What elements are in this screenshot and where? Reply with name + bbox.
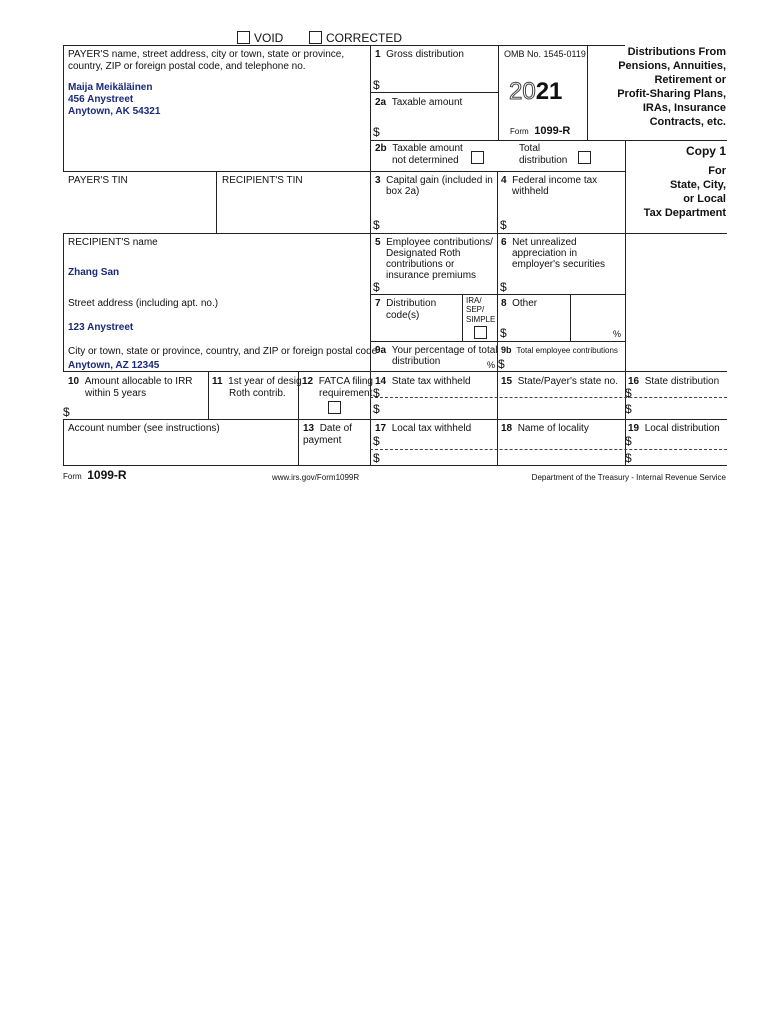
form-bottom-border xyxy=(63,465,727,466)
box6-number: 6 xyxy=(501,237,507,248)
corrected-checkbox[interactable] xyxy=(309,31,322,44)
tax-year-outline: 20 xyxy=(509,78,536,105)
box6-text-2: appreciation in xyxy=(512,248,578,259)
side-title-4: Profit-Sharing Plans, xyxy=(617,88,726,100)
tin-divider xyxy=(216,171,217,233)
box19-number: 19 xyxy=(628,423,640,434)
line-box3-bottom xyxy=(63,233,727,234)
form-id-top xyxy=(510,126,570,137)
box17-label xyxy=(375,423,471,434)
omb-number: OMB No. 1545-0119 xyxy=(504,49,586,59)
box7-label xyxy=(375,298,436,309)
dash-line-1 xyxy=(370,397,727,398)
box8-percent: % xyxy=(613,329,622,339)
box9a-text-1: Your percentage of total xyxy=(391,345,498,356)
box18-text: Name of locality xyxy=(517,423,589,434)
box6-text-1: Net unrealized xyxy=(512,237,577,248)
ira-label-2: SEP/ xyxy=(466,305,485,314)
side-title-3: Retirement or xyxy=(654,74,726,86)
box17-dollar-2[interactable]: $ xyxy=(373,451,380,465)
form-prefix-top: Form xyxy=(510,127,529,136)
form-top-border xyxy=(63,45,625,46)
box19-dollar-1[interactable]: $ xyxy=(625,434,632,448)
for-label-3: or Local xyxy=(683,193,726,205)
box16-dollar-1[interactable]: $ xyxy=(625,386,632,400)
box3-label xyxy=(375,175,493,186)
box9a-number: 9a xyxy=(375,345,387,356)
box18-number: 18 xyxy=(501,423,513,434)
box14-text: State tax withheld xyxy=(391,376,471,387)
footer-form-name: 1099-R xyxy=(87,468,127,482)
payer-tin-label: PAYER'S TIN xyxy=(68,175,128,186)
box13-number: 13 xyxy=(303,423,315,434)
box2a-number: 2a xyxy=(375,97,387,108)
box3-number: 3 xyxy=(375,175,381,186)
box2b-label xyxy=(375,143,463,154)
box5-text-1: Employee contributions/ xyxy=(386,237,493,248)
payer-city[interactable]: Anytown, AK 54321 xyxy=(68,106,161,117)
box16-dollar-2[interactable]: $ xyxy=(625,402,632,416)
tax-year xyxy=(509,79,562,105)
col-divider-omb-right xyxy=(587,45,588,140)
line-box2a-bottom xyxy=(370,140,727,141)
col-divider-1 xyxy=(370,45,371,465)
box2b-text-2: not determined xyxy=(392,155,459,166)
box2b-text-1: Taxable amount xyxy=(392,143,463,154)
box17-text: Local tax withheld xyxy=(391,423,472,434)
street-label: Street address (including apt. no.) xyxy=(68,298,219,309)
box5-text-3: contributions or xyxy=(386,259,455,270)
side-title-6: Contracts, etc. xyxy=(649,116,726,128)
box10-text-1: Amount allocable to IRR xyxy=(84,376,193,387)
box2a-label xyxy=(375,97,462,108)
box8-label xyxy=(501,298,537,309)
box13-text-2: payment xyxy=(303,435,342,446)
payer-label: PAYER'S name, street address, city or town, state or province, xyxy=(68,49,345,60)
line-box7-bottom xyxy=(370,341,625,342)
left-border-top xyxy=(63,45,64,171)
tax-year-bold: 21 xyxy=(535,78,563,105)
box15-number: 15 xyxy=(501,376,513,387)
box9b-number: 9b xyxy=(501,345,512,355)
total-dist-label-2: distribution xyxy=(519,155,568,166)
box10-dollar[interactable]: $ xyxy=(63,405,70,419)
line-box5-bottom xyxy=(370,294,625,295)
box9a-percent[interactable]: % xyxy=(487,360,496,370)
box7-text-1: Distribution xyxy=(386,298,437,309)
box7-text-2: code(s) xyxy=(386,310,420,321)
box5-label xyxy=(375,237,493,248)
box10-divider xyxy=(208,371,209,419)
box4-label xyxy=(501,175,597,186)
box11-label xyxy=(212,376,304,387)
footer-form-prefix: Form xyxy=(63,472,82,481)
box14-label xyxy=(375,376,471,387)
box19-text: Local distribution xyxy=(644,423,720,434)
recipient-name[interactable]: Zhang San xyxy=(68,267,120,278)
box15-label xyxy=(501,376,618,387)
void-label: VOID xyxy=(254,31,284,45)
account-label: Account number (see instructions) xyxy=(68,423,220,434)
footer-form-id xyxy=(63,470,127,482)
side-title-1: Distributions From xyxy=(627,46,726,58)
footer-url[interactable]: www.irs.gov/Form1099R xyxy=(272,473,360,482)
ira-label-3: SIMPLE xyxy=(466,315,496,324)
line-box1-bottom xyxy=(370,92,498,93)
box13-text-1: Date of xyxy=(319,423,352,434)
box14-number: 14 xyxy=(375,376,387,387)
other-divider xyxy=(570,294,571,341)
for-label-4: Tax Department xyxy=(643,207,726,219)
box14-dollar-1[interactable]: $ xyxy=(373,386,380,400)
void-checkbox[interactable] xyxy=(237,31,250,44)
side-title-5: IRAs, Insurance xyxy=(642,102,726,114)
city-label: City or town, state or province, country, and ZIP or foreign postal code xyxy=(68,346,378,357)
recipient-street[interactable]: 123 Anystreet xyxy=(68,322,134,333)
footer-department: Department of the Treasury - Internal Revenue Service xyxy=(531,473,726,482)
for-label-2: State, City, xyxy=(669,179,726,191)
box18-label xyxy=(501,423,589,434)
recipient-name-label: RECIPIENT'S name xyxy=(68,237,158,248)
box10-label xyxy=(68,376,193,387)
copy-label: Copy 1 xyxy=(685,144,726,158)
box12-label xyxy=(302,376,373,387)
box8-number: 8 xyxy=(501,298,507,309)
box3-text-2: box 2a) xyxy=(386,186,420,197)
box2b-number: 2b xyxy=(375,143,387,154)
box9b-label xyxy=(501,345,618,356)
box14-dollar-2[interactable]: $ xyxy=(373,402,380,416)
corrected-label: CORRECTED xyxy=(326,31,403,45)
dash-line-2 xyxy=(370,449,727,450)
box3-text-1: Capital gain (included in xyxy=(386,175,493,186)
box6-dollar[interactable]: $ xyxy=(500,280,507,294)
box5-text-4: insurance premiums xyxy=(386,270,477,281)
box12-number: 12 xyxy=(302,376,314,387)
col-divider-omb xyxy=(498,45,499,140)
box4-text-1: Federal income tax xyxy=(512,175,598,186)
box15-text: State/Payer's state no. xyxy=(517,376,618,387)
box6-label xyxy=(501,237,577,248)
box4-number: 4 xyxy=(501,175,507,186)
form-name-top: 1099-R xyxy=(534,125,571,137)
box11-number: 11 xyxy=(212,376,223,387)
left-border-mid xyxy=(63,233,64,371)
total-dist-label-1: Total xyxy=(519,143,541,154)
box1-label xyxy=(375,49,464,60)
left-border-bottom xyxy=(63,419,64,465)
ira-checkbox[interactable] xyxy=(474,326,487,339)
box1-number: 1 xyxy=(375,49,381,60)
fatca-checkbox[interactable] xyxy=(328,401,341,414)
box2b-checkbox[interactable] xyxy=(471,151,484,164)
payer-name[interactable]: Maija Meikäläinen xyxy=(68,82,153,93)
box9b-dollar[interactable]: $ xyxy=(498,357,505,371)
box13-label xyxy=(303,423,352,434)
side-title-2: Pensions, Annuities, xyxy=(618,60,726,72)
box9a-label xyxy=(375,345,498,356)
box8-dollar[interactable]: $ xyxy=(500,326,507,340)
box7-number: 7 xyxy=(375,298,381,309)
box10-text-2: within 5 years xyxy=(85,388,147,399)
for-label-1: For xyxy=(708,165,726,177)
line-box9-bottom xyxy=(63,371,727,372)
box17-dollar-1[interactable]: $ xyxy=(373,434,380,448)
line-box10-bottom xyxy=(63,419,727,420)
box11-text-1: 1st year of desig. xyxy=(228,376,305,387)
box3-dollar[interactable]: $ xyxy=(373,218,380,232)
box9a-text-2: distribution xyxy=(392,356,441,367)
box6-text-3: employer's securities xyxy=(512,259,606,270)
payer-street[interactable]: 456 Anystreet xyxy=(68,94,134,105)
ira-divider xyxy=(462,294,463,341)
box12-text-2: requirement xyxy=(319,388,373,399)
box4-dollar[interactable]: $ xyxy=(500,218,507,232)
box5-number: 5 xyxy=(375,237,381,248)
total-dist-checkbox[interactable] xyxy=(578,151,591,164)
box2a-dollar[interactable]: $ xyxy=(373,125,380,139)
box5-dollar[interactable]: $ xyxy=(373,280,380,294)
box17-number: 17 xyxy=(375,423,387,434)
box8-text: Other xyxy=(512,298,538,309)
box11-text-2: Roth contrib. xyxy=(229,388,286,399)
box10-number: 10 xyxy=(68,376,80,387)
recipient-tin-label: RECIPIENT'S TIN xyxy=(222,175,303,186)
box19-dollar-2[interactable]: $ xyxy=(625,451,632,465)
col-divider-2 xyxy=(497,171,498,465)
box16-number: 16 xyxy=(628,376,640,387)
line-tin-top xyxy=(63,171,625,172)
ira-label-1: IRA/ xyxy=(466,296,482,305)
recipient-city[interactable]: Anytown, AZ 12345 xyxy=(68,360,160,371)
box2a-text: Taxable amount xyxy=(391,97,463,108)
box5-text-2: Designated Roth xyxy=(386,248,461,259)
box1-text: Gross distribution xyxy=(386,49,464,60)
box1-dollar[interactable]: $ xyxy=(373,78,380,92)
box16-label xyxy=(628,376,719,387)
box12-text-1: FATCA filing xyxy=(318,376,373,387)
payer-label-2: country, ZIP or foreign postal code, and telephone no. xyxy=(68,61,306,72)
box9b-text: Total employee contributions xyxy=(516,346,618,355)
box16-text: State distribution xyxy=(644,376,720,387)
box19-label xyxy=(628,423,720,434)
box4-text-2: withheld xyxy=(512,186,549,197)
